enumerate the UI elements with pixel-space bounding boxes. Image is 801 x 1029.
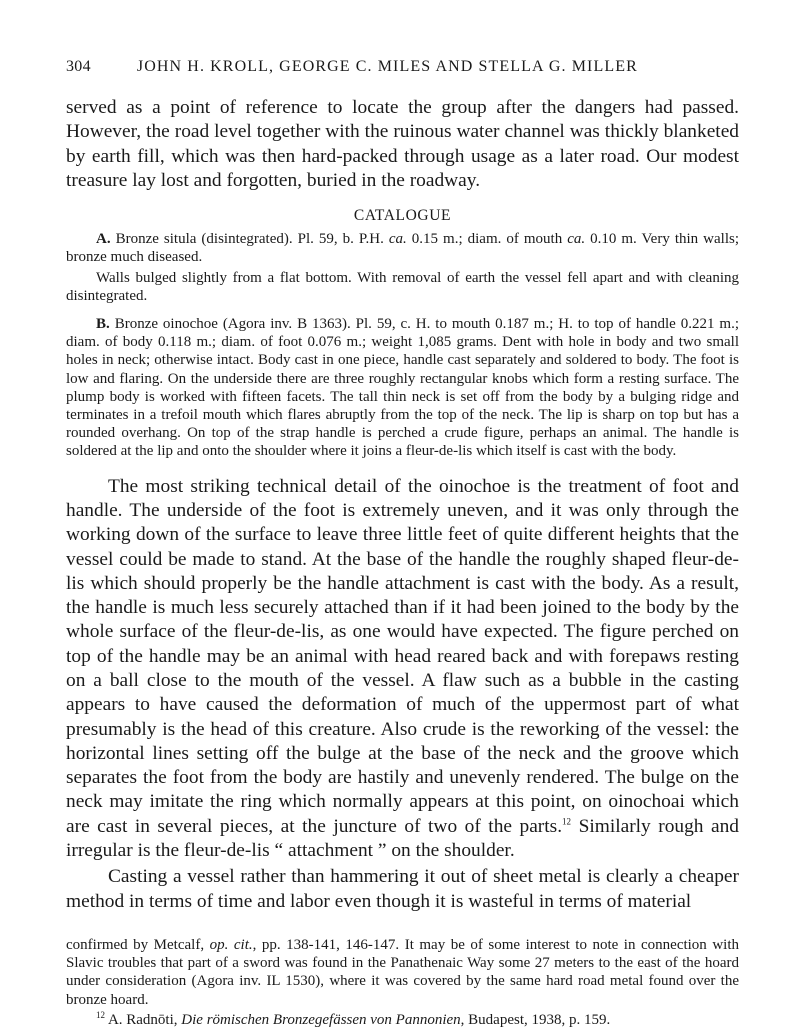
fn-cont-opcit: op. cit. [209, 936, 253, 953]
entry-a-text-3: 0.10 m. Very thin walls; bronze much diseased. [66, 231, 739, 266]
main-text [66, 475, 739, 914]
main-paragraph-1-text: The most striking technical detail of the oinochoe is the treatment of foot and handle. The underside of the foot is extremely uneven, and it was only through the working down of the surface to leave three little feet of quite different heights that the vessel could be made to stand. At the base of the handle the roughly shaped fleur-de-lis which should properly be the handle attachment is cast with the body. As a result, the handle is much less securely attached than if it had been joined to the body by the whole surface of the fleur-de-lis, as one would have expected. The figure perched on top of the handle may be an animal with head reared back and with forepaws resting on a ball close to the mouth of the vessel. A flaw such as a bubble in the casting appears to have caused the deformation of much of the uppermost part of what presumably is the head of this creature. Also crude is the reworking of the vessel: the horizontal lines setting off the bulge at the base of the neck and the groove which separates the foot from the body are hastily and unevenly rendered. The bulge on the neck may imitate the ring which normally appears at this point, on oinochoai which are cast in several pieces, at the juncture of two of the parts. [66, 475, 739, 837]
footnote-12 [66, 1011, 739, 1029]
footnotes [66, 936, 739, 1029]
intro-paragraph: served as a point of reference to locate the group after the dangers had passed. However, the road level together with the ruinous water channel was thickly blanketed by earth fill, which was then hard-packed through usage as a later road. Our modest treasure lay lost and forgotten, buried in the roadway. [66, 97, 739, 191]
entry-b-text: Bronze oinochoe (Agora inv. B 1363). Pl. 59, c. H. to mouth 0.187 m.; H. to top of handle 0.221 m.; diam. of body 0.118 m.; diam. of foot 0.076 m.; weight 1,085 grams. Dent with hole in body and two small holes in neck; otherwise intact. Body cast in one piece, handle cast separately and soldered to body. The foot is low and flaring. On the underside there are three roughly rectangular knobs which form a resting surface. The plump body is worked with fifteen facets. The tall thin neck is set off from the body by a bulging ridge and terminates in a trefoil mouth which flares abruptly from the top of the neck. The lip is sharp on top but has a rounded overhang. On top of the strap handle is perched a crude figure, perhaps an animal. The handle is soldered at the lip and onto the shoulder where it joins a fleur-de-lis which itself is cast with the body. [66, 316, 740, 460]
footnote-12-author: A. Radnōti, [107, 1011, 178, 1028]
running-header [66, 58, 739, 76]
footnote-12-number: 12 [96, 1009, 105, 1020]
footnote-ref-12: 12 [562, 816, 572, 827]
main-paragraph-1-end: Similarly rough and irregular is the fleur-de-lis “ attachment ” on the shoulder. [66, 815, 739, 862]
fn-cont-text-1: confirmed by Metcalf, [66, 936, 205, 953]
footnote-continuation [66, 936, 739, 1009]
entry-a-ca-2: ca. [567, 231, 586, 248]
fn-cont-text-2: , pp. 138-141, 146-147. It may be of some interest to note in connection with Slavic troubles that part of a sword was found in the Panathenaic Way some 27 meters to the east of the hoard under consideration (Agora inv. IL 1530), where it was covered by the same hard road metal found over the bronze hoard. [66, 936, 739, 1008]
entry-a-text-2: 0.15 m.; diam. of mouth [411, 231, 563, 248]
catalogue-entry-b [66, 315, 739, 461]
footnote-12-rest: , Budapest, 1938, p. 159. [460, 1011, 611, 1028]
page-number: 304 [66, 58, 91, 75]
entry-a-key: A. [96, 231, 111, 248]
catalogue-entry-a [66, 230, 739, 266]
catalogue-entry-a-description: Walls bulged slightly from a flat bottom. With removal of earth the vessel fell apart and with cleaning disintegrated. [66, 269, 739, 304]
entry-b-key: B. [96, 316, 110, 332]
entry-a-text-1: Bronze situla (disintegrated). Pl. 59, b. P.H. [115, 231, 384, 248]
footnote-12-title: Die römischen Bronzegefässen von Pannonien [181, 1011, 461, 1028]
entry-a-ca-1: ca. [388, 231, 407, 248]
document-page [66, 58, 739, 1029]
main-paragraph-1 [66, 475, 739, 864]
running-authors: JOHN H. KROLL, GEORGE C. MILES AND STELLA G. MILLER [136, 58, 638, 75]
main-paragraph-2: Casting a vessel rather than hammering it out of sheet metal is clearly a cheaper method in terms of time and labor even though it is wasteful in terms of material [66, 866, 739, 912]
catalogue-heading: CATALOGUE [353, 207, 452, 225]
